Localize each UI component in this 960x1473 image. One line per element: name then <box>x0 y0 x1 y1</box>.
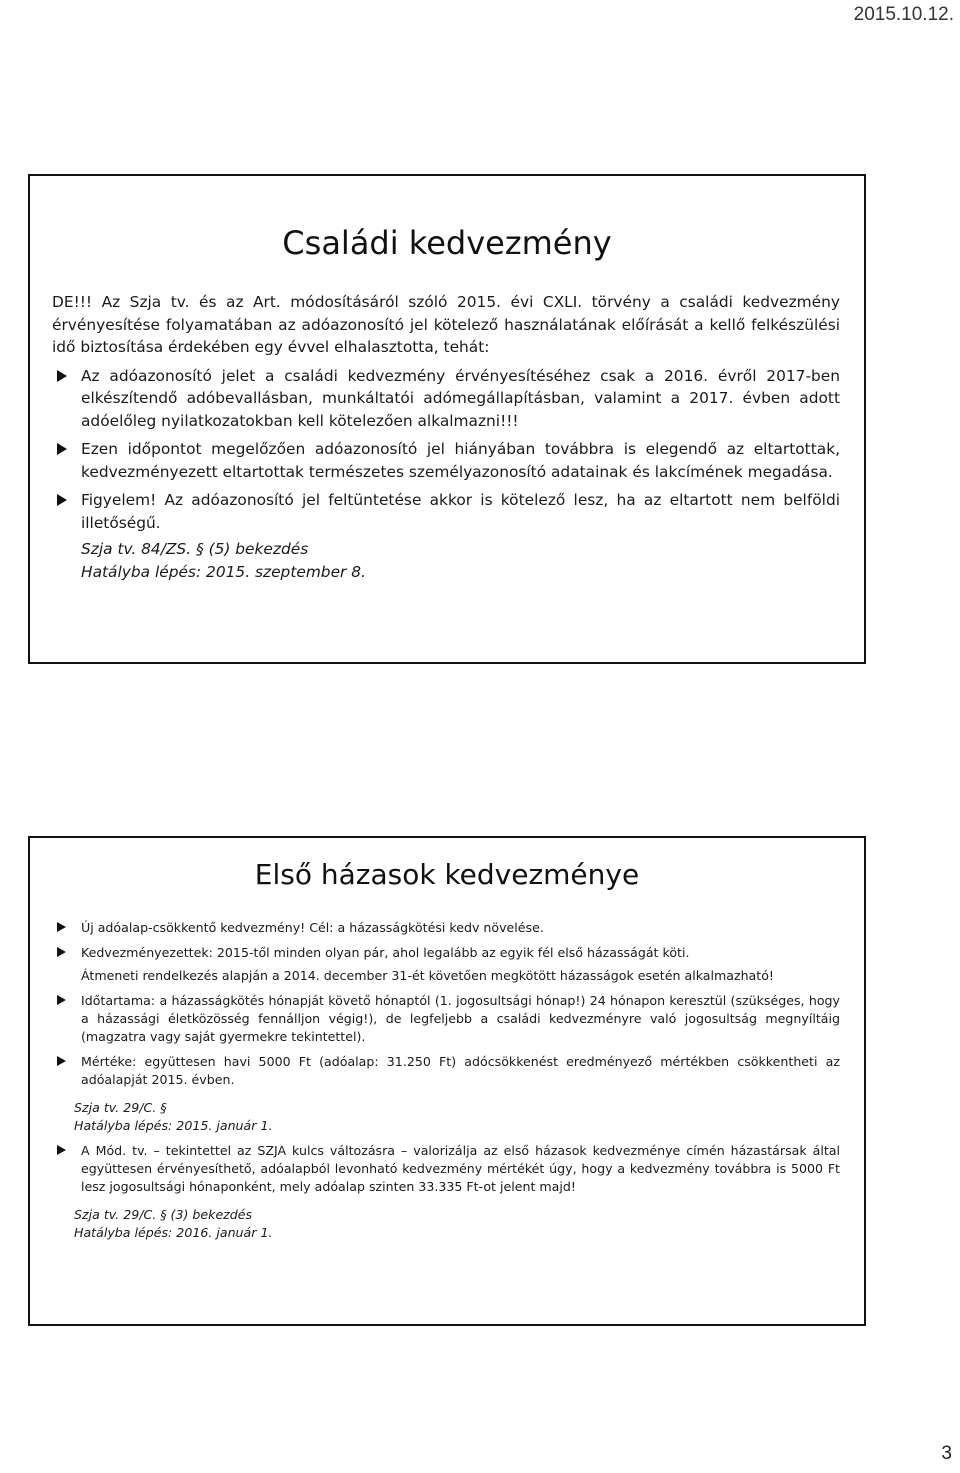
document-date: 2015.10.12. <box>853 4 954 25</box>
list-item-text: Mértéke: együttesen havi 5000 Ft (adóalap: 31.250 Ft) adócsökkenést eredményező mértékben csökkentheti az adóalapját 2015. évben. <box>81 1054 840 1087</box>
reference-law: Szja tv. 29/C. § <box>74 1100 167 1115</box>
list-item <box>52 489 840 583</box>
transition-note: Átmeneti rendelkezés alapján a 2014. december 31-ét követően megkötött házasságok esetén alkalmazható! <box>81 968 774 983</box>
triangle-bullet-icon <box>57 947 66 957</box>
list-item <box>52 944 840 962</box>
triangle-bullet-icon <box>57 922 66 932</box>
slide-csaladi-kedvezmeny <box>28 174 866 664</box>
legal-reference <box>52 1099 840 1135</box>
list-item <box>52 1142 840 1196</box>
intro-paragraph: DE!!! Az Szja tv. és az Art. módosításáról szóló 2015. évi CXLI. törvény a családi kedvezmény érvényesítése folyamatában az adóazonosító jel kötelező használatának előírását a kellő felkészülési idő biztosítása érdekében egy évvel elhalasztotta, tehát: <box>52 293 840 356</box>
reference-effective-date: Hatályba lépés: 2015. január 1. <box>74 1118 273 1133</box>
slide-content <box>52 912 840 1242</box>
triangle-bullet-icon <box>57 1145 66 1155</box>
list-item <box>52 438 840 483</box>
triangle-bullet-icon <box>57 1056 66 1066</box>
triangle-bullet-icon <box>57 370 67 382</box>
list-item-text: Ezen időpontot megelőzően adóazonosító jel hiányában továbbra is elegendő az eltartottak, kedvezményezett eltartottak természetes személyazonosító adatainak és lakcímének megadása. <box>81 440 840 481</box>
slide-elso-hazasok-kedvezmenye <box>28 836 866 1326</box>
legal-reference <box>81 538 840 583</box>
list-item-text: Figyelem! Az adóazonosító jel feltüntetése akkor is kötelező lesz, ha az eltartott nem belföldi illetőségű. <box>81 491 840 532</box>
list-item-text: Időtartama: a házasságkötés hónapját követő hónaptól (1. jogosultsági hónap!) 24 hónapon keresztül (szükséges, hogy a házassági életközösség fennálljon végig!), de legfeljebb a családi kedvezményre való jogosultság megnyíltáig (magzatra vagy saját gyermekre tekintettel). <box>81 993 840 1044</box>
legal-reference <box>52 1206 840 1242</box>
list-item <box>52 1053 840 1089</box>
list-item-text: Kedvezményezettek: 2015-től minden olyan pár, ahol legalább az egyik fél első házasságát köti. <box>81 945 690 960</box>
slide-title: Családi kedvezmény <box>282 224 612 262</box>
list-item <box>52 992 840 1046</box>
triangle-bullet-icon <box>57 995 66 1005</box>
list-item-text: A Mód. tv. – tekintettel az SZJA kulcs változásra – valorizálja az első házasok kedvezménye címén házastársak által együttesen érvényesíthető, adóalapból levonható kedvezmény mértékét úgy, hogy a kedvezmény továbbra is 5000 Ft lesz jogosultsági hónaponként, mely adóalap szinten 33.335 Ft-ot jelent majd! <box>81 1143 840 1194</box>
list-item-text: Új adóalap-csökkentő kedvezmény! Cél: a házasságkötési kedv növelése. <box>81 920 544 935</box>
reference-effective-date: Hatályba lépés: 2016. január 1. <box>74 1225 273 1240</box>
reference-effective-date: Hatályba lépés: 2015. szeptember 8. <box>81 562 366 581</box>
reference-law: Szja tv. 84/ZS. § (5) bekezdés <box>81 540 309 558</box>
reference-law: Szja tv. 29/C. § (3) bekezdés <box>74 1207 253 1222</box>
list-item <box>52 365 840 433</box>
slide-title: Első házasok kedvezménye <box>254 858 640 891</box>
page-number: 3 <box>941 1443 952 1464</box>
triangle-bullet-icon <box>57 494 67 506</box>
triangle-bullet-icon <box>57 443 67 455</box>
list-item-text: Az adóazonosító jelet a családi kedvezmény érvényesítéséhez csak a 2016. évről 2017-ben elkészítendő adóbevallásban, munkáltatói adómegállapításban, valamint a 2017. évben adott adóelőleg nyilatkozatokban kell kötelezően alkalmazni!!! <box>81 366 840 430</box>
slide-content <box>52 291 840 583</box>
list-item <box>52 919 840 937</box>
